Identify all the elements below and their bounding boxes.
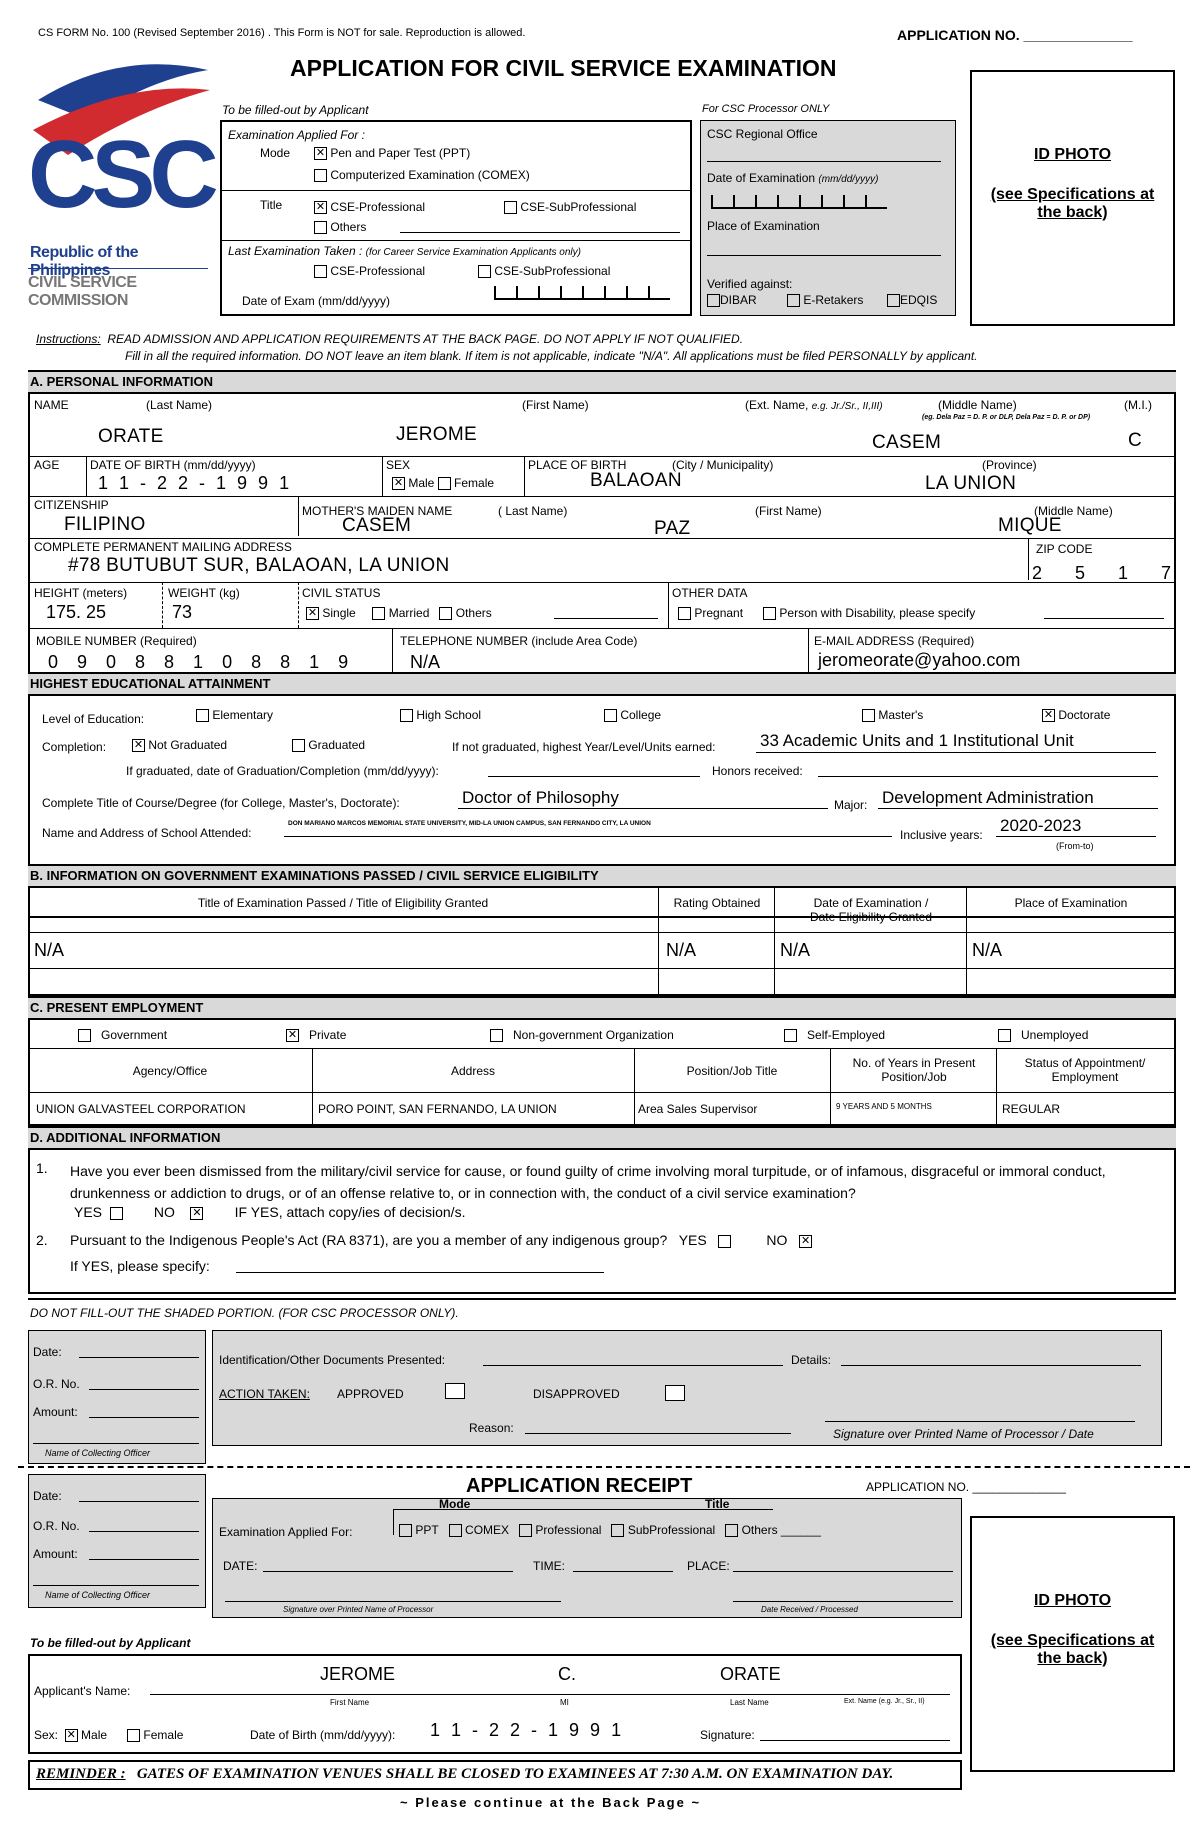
mi-field[interactable]: C: [1128, 430, 1143, 451]
last-name-field[interactable]: ORATE: [98, 426, 164, 447]
weight-field[interactable]: 73: [172, 602, 193, 622]
q2-yes-checkbox[interactable]: [718, 1235, 731, 1248]
continue-note: ~ Please continue at the Back Page ~: [400, 1795, 702, 1810]
eretakers-checkbox[interactable]: [787, 294, 800, 307]
approved-checkbox[interactable]: [445, 1383, 465, 1399]
action-box: Identification/Other Documents Presented: Details: ACTION TAKEN: APPROVED DISAPPROVED Reason: Signature over Printed Name of Processor / Date: [212, 1330, 1162, 1446]
educ-college-checkbox[interactable]: [604, 709, 617, 722]
receipt-sub-checkbox[interactable]: [611, 1524, 624, 1537]
title-others-checkbox[interactable]: [314, 221, 327, 234]
mobile-field[interactable]: 0 9 0 8 8 1 0 8 8 1 9: [48, 652, 356, 672]
mother-first-field[interactable]: PAZ: [654, 518, 691, 539]
processor-box: CSC Regional Office Date of Examination (mm/dd/yyyy) Place of Examination Verified against: DIBAR E-Retakers EDQIS: [700, 120, 956, 316]
birth-city-field[interactable]: BALAOAN: [590, 470, 682, 491]
q1-no-checkbox[interactable]: [190, 1207, 203, 1220]
exam-place-field[interactable]: N/A: [972, 940, 1003, 960]
question-1: Have you ever been dismissed from the military/civil service for cause, or found guilty of crime involving moral turpitude, or of infamous, disgraceful or immoral conduct, drunkenness or addiction to drugs, or of an offense relative to, or in connection with, the conduct of a civil service examination?: [70, 1163, 1106, 1201]
educ-hs-checkbox[interactable]: [400, 709, 413, 722]
major-field[interactable]: Development Administration: [882, 788, 1094, 807]
exam-title-field[interactable]: N/A: [34, 940, 65, 960]
emp-ngo-checkbox[interactable]: [490, 1029, 503, 1042]
receipt-female-checkbox[interactable]: [127, 1729, 140, 1742]
receipt-male-checkbox[interactable]: [65, 1729, 78, 1742]
form-number: CS FORM No. 100 (Revised September 2016) . This Form is NOT for sale. Reproduction is allowed.: [38, 27, 526, 39]
units-earned-field[interactable]: 33 Academic Units and 1 Institutional Unit: [760, 731, 1074, 750]
csc-logo: [28, 60, 213, 318]
receipt-id-photo-box: ID PHOTO (see Specifications at the back): [970, 1516, 1175, 1772]
instructions-line2: Fill in all the required information. DO NOT leave an item blank. If item is not applicable, indicate "N/A". All applications must be filed PERSONALLY by applicant.: [125, 349, 978, 363]
q1-yes-checkbox[interactable]: [110, 1207, 123, 1220]
processor-caption: For CSC Processor ONLY: [702, 103, 830, 115]
collection-box: Date: O.R. No. Amount: Name of Collecting Officer: [28, 1330, 206, 1464]
emp-self-checkbox[interactable]: [784, 1029, 797, 1042]
receipt-collection-box: Date: O.R. No. Amount: Name of Collecting Officer: [28, 1474, 206, 1608]
height-field[interactable]: 175. 25: [46, 602, 107, 622]
receipt-title: APPLICATION RECEIPT: [466, 1475, 693, 1497]
status-field[interactable]: REGULAR: [1002, 1102, 1061, 1116]
emp-unemployed-checkbox[interactable]: [998, 1029, 1011, 1042]
receipt-last-name[interactable]: ORATE: [720, 1664, 781, 1684]
last-sub-checkbox[interactable]: [478, 265, 491, 278]
last-prof-checkbox[interactable]: [314, 265, 327, 278]
sex-female-checkbox[interactable]: [438, 477, 451, 490]
to-be-filled: To be filled-out by Applicant: [30, 1636, 191, 1650]
educ-elementary-checkbox[interactable]: [196, 709, 209, 722]
section-c-title: C. PRESENT EMPLOYMENT: [28, 996, 1176, 1020]
educ-masters-checkbox[interactable]: [862, 709, 875, 722]
application-number: APPLICATION NO. ______________: [897, 27, 1133, 43]
title-prof-checkbox[interactable]: [314, 201, 327, 214]
email-field[interactable]: jeromeorate@yahoo.com: [818, 650, 1021, 670]
mode-ppt-checkbox[interactable]: [314, 147, 327, 160]
educ-doctorate-checkbox[interactable]: [1042, 709, 1055, 722]
processor-date-field[interactable]: [711, 195, 887, 214]
receipt-exam-box: Mode Title Examination Applied For: PPT COMEX Professional SubProfessional Others ______ DATE: TIME: PLACE: Signature over Printed Name of Processor Date Received / Processed: [212, 1498, 962, 1618]
zip-field[interactable]: 2 5 1 7: [1032, 563, 1186, 583]
emp-private-checkbox[interactable]: [286, 1029, 299, 1042]
disapproved-checkbox[interactable]: [665, 1385, 685, 1401]
logo-line2: CIVIL SERVICE COMMISSION: [28, 274, 137, 309]
receipt-others-checkbox[interactable]: [725, 1524, 738, 1537]
section-d-title: D. ADDITIONAL INFORMATION: [28, 1126, 1176, 1150]
citizenship-field[interactable]: FILIPINO: [64, 514, 146, 535]
address-field[interactable]: #78 BUTUBUT SUR, BALAOAN, LA UNION: [68, 555, 450, 576]
education-title: HIGHEST EDUCATIONAL ATTAINMENT: [28, 672, 1176, 696]
last-exam-date-field[interactable]: [494, 286, 670, 305]
emp-address-field[interactable]: PORO POINT, SAN FERNANDO, LA UNION: [318, 1102, 557, 1116]
reminder-banner: REMINDER : GATES OF EXAMINATION VENUES SHALL BE CLOSED TO EXAMINEES AT 7:30 A.M. ON EXAMINATION DAY.: [28, 1760, 962, 1790]
civil-single-checkbox[interactable]: [306, 607, 319, 620]
shaded-note: DO NOT FILL-OUT THE SHADED PORTION. (FOR CSC PROCESSOR ONLY).: [30, 1306, 459, 1320]
inclusive-years-field[interactable]: 2020-2023: [1000, 816, 1082, 835]
applicant-receipt-box: Applicant's Name: JEROME C. ORATE First Name MI Last Name Ext. Name (e.g. Jr., Sr., II) Sex: ✕ Male Female Date of Birth (mm/dd/yyyy): 1 1 - 2 2 - 1 9 9 1 Signature:: [28, 1654, 962, 1754]
agency-field[interactable]: UNION GALVASTEEL CORPORATION: [36, 1102, 246, 1116]
middle-name-field[interactable]: CASEM: [872, 432, 942, 453]
q2-no-checkbox[interactable]: [799, 1235, 812, 1248]
exam-date-field[interactable]: N/A: [780, 940, 811, 960]
pwd-checkbox[interactable]: [763, 607, 776, 620]
first-name-field[interactable]: JEROME: [396, 424, 477, 445]
receipt-prof-checkbox[interactable]: [519, 1524, 532, 1537]
sex-male-checkbox[interactable]: [392, 477, 405, 490]
instructions: Instructions: READ ADMISSION AND APPLICATION REQUIREMENTS AT THE BACK PAGE. DO NOT APPLY IF NOT QUALIFIED.: [36, 332, 744, 346]
school-field[interactable]: DON MARIANO MARCOS MEMORIAL STATE UNIVERSITY, MID-LA UNION CAMPUS, SAN FERNANDO CITY, LA UNION: [288, 820, 651, 827]
mode-comex-checkbox[interactable]: [314, 169, 327, 182]
not-graduated-checkbox[interactable]: [132, 739, 145, 752]
edqis-checkbox[interactable]: [887, 294, 900, 307]
logo-line1: Republic of the Philippines: [30, 244, 139, 279]
section-b-title: B. INFORMATION ON GOVERNMENT EXAMINATIONS PASSED / CIVIL SERVICE ELIGIBILITY: [28, 864, 1176, 888]
applicant-caption: To be filled-out by Applicant: [222, 103, 369, 117]
receipt-dob-field[interactable]: 1 1 - 2 2 - 1 9 9 1: [430, 1720, 625, 1740]
rating-field[interactable]: N/A: [666, 940, 697, 960]
years-field[interactable]: 9 YEARS AND 5 MONTHS: [836, 1102, 932, 1111]
emp-government-checkbox[interactable]: [78, 1029, 91, 1042]
exam-applied-box: Examination Applied For : Mode ✕ Pen and Paper Test (PPT) Computerized Examination (COMEX) Title ✕ CSE-Professional CSE-SubProfessional Others Last Examination Taken : (for Career Service Examination Applicants only) CSE-Professional CSE-SubProfessional Date of Exam (mm/dd/yyyy): [220, 120, 692, 316]
receipt-first-name[interactable]: JEROME: [320, 1664, 396, 1684]
civil-married-checkbox[interactable]: [372, 607, 385, 620]
position-field[interactable]: Area Sales Supervisor: [638, 1102, 758, 1116]
page-title: APPLICATION FOR CIVIL SERVICE EXAMINATION: [290, 55, 837, 81]
graduated-checkbox[interactable]: [292, 739, 305, 752]
dob-field[interactable]: 1 1 - 2 2 - 1 9 9 1: [98, 473, 293, 493]
pregnant-checkbox[interactable]: [678, 607, 691, 620]
birth-province-field[interactable]: LA UNION: [925, 473, 1017, 494]
mother-last-field[interactable]: CASEM: [342, 515, 412, 536]
receipt-mi[interactable]: C.: [558, 1664, 576, 1684]
dibar-checkbox[interactable]: [707, 294, 720, 307]
course-field[interactable]: Doctor of Philosophy: [462, 788, 619, 807]
receipt-comex-checkbox[interactable]: [449, 1524, 462, 1537]
cut-line: [18, 1466, 1190, 1468]
title-sub-checkbox[interactable]: [504, 201, 517, 214]
logo-letters: CSC: [28, 121, 213, 228]
receipt-ppt-checkbox[interactable]: [399, 1524, 412, 1537]
civil-others-checkbox[interactable]: [439, 607, 452, 620]
section-a-title: A. PERSONAL INFORMATION: [28, 370, 1176, 394]
mother-middle-field[interactable]: MIQUE: [998, 515, 1062, 536]
id-photo-box: ID PHOTO (see Specifications at the back): [970, 70, 1175, 326]
receipt-app-no: APPLICATION NO. ______________: [866, 1480, 1066, 1494]
telephone-field[interactable]: N/A: [410, 652, 441, 672]
